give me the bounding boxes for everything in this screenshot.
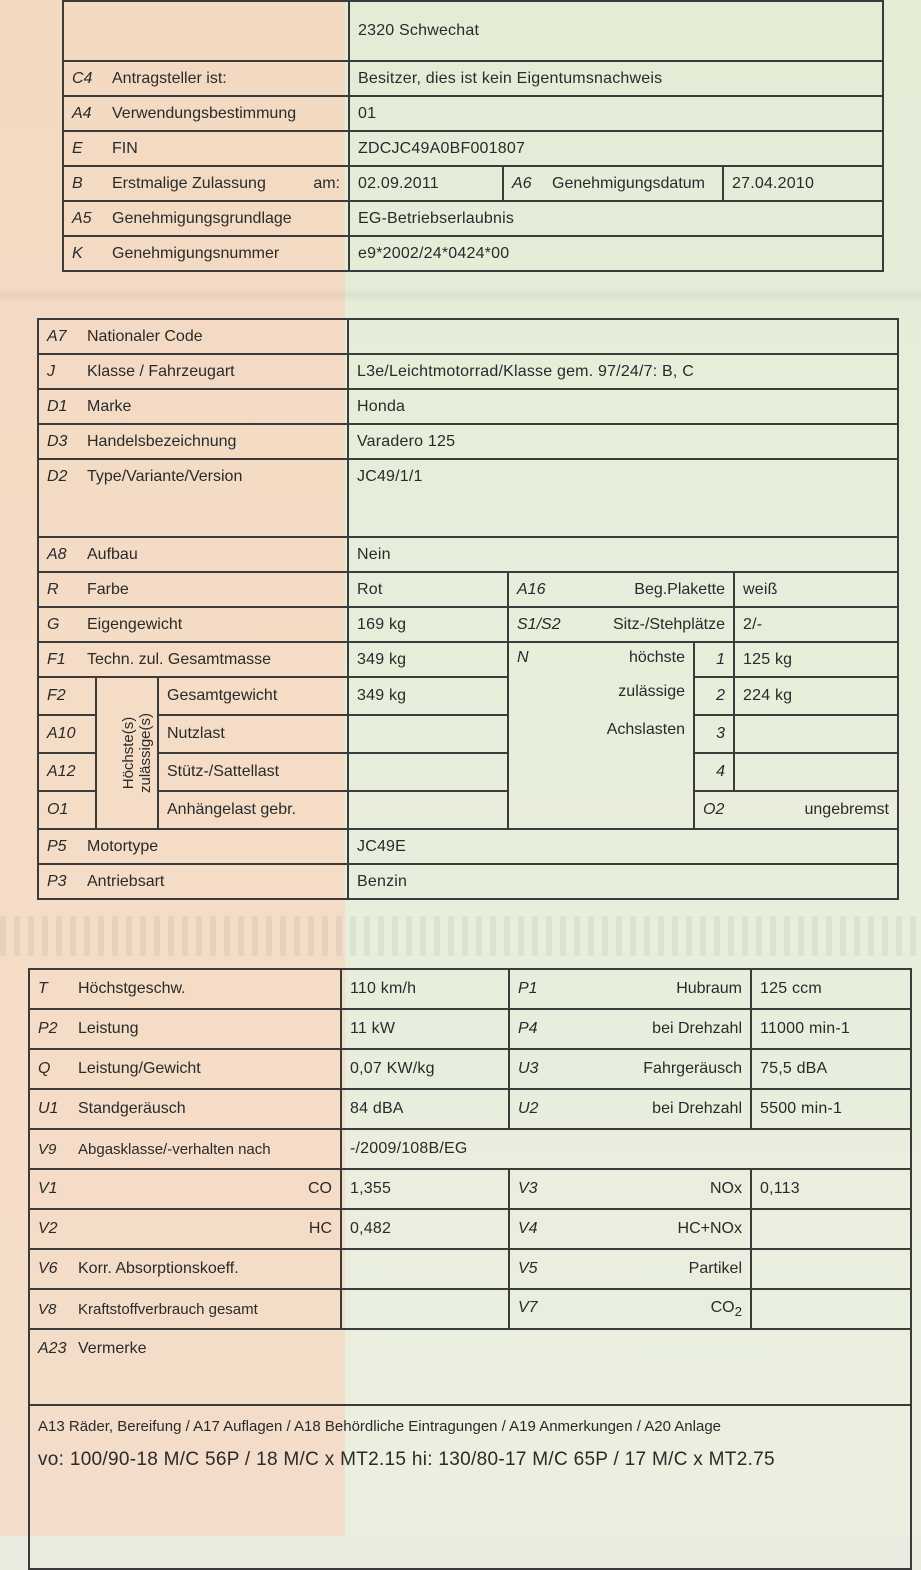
tech-row (29, 969, 911, 1009)
field-label: Anhängelast gebr. (158, 791, 348, 829)
field-label: FIN (112, 139, 138, 157)
field-value (751, 1209, 911, 1249)
approval-basis-value: EG-Betriebserlaubnis (349, 201, 883, 236)
approval-number-row (63, 236, 883, 271)
field-label: Fahrgeräusch (643, 1060, 742, 1077)
field-label: Sitz-/Stehplätze (612, 615, 725, 633)
axle-load-value (734, 753, 898, 791)
field-code: D1 (47, 397, 68, 415)
axle-loads-label (508, 642, 694, 829)
field-code: P1 (518, 980, 538, 997)
field-code: A4 (72, 104, 92, 122)
field-code: R (47, 580, 59, 598)
trailer-load-value (348, 791, 508, 829)
field-label: CO (308, 1180, 332, 1197)
axle-label-2: zulässige (618, 683, 685, 700)
fuel-value: Benzin (348, 864, 898, 899)
emission-row (29, 1289, 911, 1329)
field-code: P4 (518, 1020, 538, 1037)
field-code: A5 (72, 209, 92, 227)
paper-fold-perforation (0, 916, 921, 956)
field-label: Leistung (78, 1020, 139, 1037)
field-label: Antragsteller ist: (112, 69, 227, 87)
fuel-row (38, 864, 898, 899)
tech-row (29, 1049, 911, 1089)
field-code: S1/S2 (517, 615, 561, 633)
field-label: Klasse / Fahrzeugart (87, 362, 235, 380)
field-code: Q (38, 1060, 51, 1077)
gross-mass-value: 349 kg (348, 642, 508, 677)
field-value: 110 km/h (341, 969, 509, 1009)
field-label-suffix: am: (313, 174, 340, 192)
engine-type-value: JC49E (348, 829, 898, 864)
field-label: Kraftstoffverbrauch gesamt (78, 1300, 258, 1318)
gross-mass-row (38, 642, 898, 677)
curb-weight-row (38, 607, 898, 642)
field-code: F1 (47, 650, 66, 668)
applicant-value: Besitzer, dies ist kein Eigentumsnachweis (349, 61, 883, 96)
field-label: Gesamtgewicht (158, 677, 348, 715)
field-label: Standgeräusch (78, 1100, 186, 1117)
emission-row (29, 1169, 911, 1209)
axle-number: 2 (694, 677, 734, 715)
plate-value: weiß (734, 572, 898, 607)
engine-type-row (38, 829, 898, 864)
field-label: Hubraum (676, 980, 742, 997)
field-label: Marke (87, 397, 132, 415)
field-code: P3 (47, 872, 67, 890)
field-code: N (517, 649, 529, 666)
class-row (38, 354, 898, 389)
field-label: Antriebsart (87, 872, 165, 890)
trade-name-row (38, 424, 898, 459)
make-row (38, 389, 898, 424)
field-label: Genehmigungsdatum (552, 174, 705, 192)
field-label: Verwendungsbestimmung (112, 104, 297, 122)
field-label: Nationaler Code (87, 327, 203, 345)
field-label: HC+NOx (677, 1220, 742, 1237)
field-code: P5 (47, 837, 67, 855)
approval-basis-row (63, 201, 883, 236)
approval-number-value: e9*2002/24*0424*00 (349, 236, 883, 271)
emission-row (29, 1209, 911, 1249)
axle-load-value (734, 715, 898, 753)
field-label: Aufbau (87, 545, 138, 563)
field-label: Beg.Plakette (634, 580, 725, 598)
emission-class-value: -/2009/108B/EG (341, 1129, 911, 1169)
field-label: Type/Variante/Version (87, 468, 243, 485)
field-code: V5 (518, 1260, 538, 1277)
technical-section (28, 968, 910, 1570)
field-code: V6 (38, 1260, 58, 1277)
support-load-value (348, 753, 508, 791)
type-row (38, 459, 898, 537)
seats-value: 2/- (734, 607, 898, 642)
field-label: bei Drehzahl (652, 1100, 742, 1117)
field-code: A7 (47, 327, 67, 345)
field-code: U1 (38, 1100, 59, 1117)
registration-section (62, 0, 882, 272)
field-label: Eigengewicht (87, 615, 183, 633)
applicant-row (63, 61, 883, 96)
field-code: U3 (518, 1060, 539, 1077)
vehicle-section (37, 318, 897, 900)
first-registration-row (63, 166, 883, 201)
field-value: 0,07 KW/kg (341, 1049, 509, 1089)
total-weight-value: 349 kg (348, 677, 508, 715)
axle-number: 1 (694, 642, 734, 677)
usage-row (63, 96, 883, 131)
curb-weight-value: 169 kg (348, 607, 508, 642)
field-code: V3 (518, 1180, 538, 1197)
field-value: 11000 min-1 (751, 1009, 911, 1049)
field-code: F2 (47, 687, 66, 704)
remarks-row (29, 1329, 911, 1405)
axle-number: 3 (694, 715, 734, 753)
field-code: V9 (38, 1140, 57, 1158)
axle-label-3: Achslasten (606, 721, 685, 738)
field-label: Stütz-/Sattellast (158, 753, 348, 791)
trailer-load-row (38, 791, 898, 829)
paper-fold (0, 288, 921, 302)
field-label: Motortype (87, 837, 159, 855)
axle-load-value: 224 kg (734, 677, 898, 715)
total-weight-row (38, 677, 898, 715)
national-code-row (38, 319, 898, 354)
field-label: CO (710, 1298, 735, 1316)
field-code: A12 (47, 763, 76, 780)
field-label: bei Drehzahl (652, 1020, 742, 1037)
field-value: 0,113 (751, 1169, 911, 1209)
field-label: Korr. Absorptionskoeff. (78, 1260, 239, 1277)
field-code: B (72, 174, 83, 192)
first-registration-value: 02.09.2011 (349, 166, 503, 201)
field-value (751, 1249, 911, 1289)
field-label: Genehmigungsgrundlage (112, 209, 292, 227)
support-load-row (38, 753, 898, 791)
field-value: 11 kW (341, 1009, 509, 1049)
field-value (341, 1249, 509, 1289)
axle-number: 4 (694, 753, 734, 791)
field-label: Handelsbezeichnung (87, 432, 237, 450)
field-code: O2 (703, 801, 725, 818)
approval-date-value: 27.04.2010 (723, 166, 883, 201)
axle-label-1: höchste (628, 649, 685, 666)
color-value: Rot (348, 572, 508, 607)
payload-row (38, 715, 898, 753)
field-label: NOx (710, 1180, 742, 1197)
field-label: Partikel (688, 1260, 742, 1277)
field-label: Erstmalige Zulassung (112, 174, 266, 192)
make-value: Honda (348, 389, 898, 424)
body-row (38, 537, 898, 572)
body-value: Nein (348, 537, 898, 572)
field-label: Genehmigungsnummer (112, 244, 280, 262)
field-code: U2 (518, 1100, 539, 1117)
co2-label: $CO_2$ (710, 1298, 742, 1320)
field-code: V2 (38, 1220, 58, 1237)
field-value: 75,5 dBA (751, 1049, 911, 1089)
field-code: V4 (518, 1220, 538, 1237)
field-label: Nutzlast (158, 715, 348, 753)
field-code: V8 (38, 1300, 57, 1318)
field-value (751, 1289, 911, 1329)
max-permissible-vertical-label (96, 677, 158, 829)
field-code: A10 (47, 725, 76, 742)
field-label: Abgasklasse/-verhalten nach (78, 1140, 271, 1158)
field-code: V1 (38, 1180, 58, 1197)
field-code: J (47, 362, 55, 380)
vin-value: ZDCJC49A0BF001807 (349, 131, 883, 166)
field-value: 125 ccm (751, 969, 911, 1009)
tech-row (29, 1009, 911, 1049)
field-label: Leistung/Gewicht (78, 1060, 201, 1077)
tyres-value: vo: 100/90-18 M/C 56P / 18 M/C x MT2.15 hi: 130/80-17 M/C 65P / 17 M/C x MT2.75 (38, 1449, 775, 1470)
payload-value (348, 715, 508, 753)
field-label: Vermerke (78, 1340, 147, 1357)
field-code: D2 (47, 468, 68, 485)
tyres-label: A13 Räder, Bereifung / A17 Auflagen / A18 Behördliche Eintragungen / A19 Anmerkungen / A20 Anlage (38, 1418, 722, 1435)
field-code: A23 (38, 1340, 67, 1357)
field-value: 1,355 (341, 1169, 509, 1209)
emission-class-row (29, 1129, 911, 1169)
type-value: JC49/1/1 (348, 459, 898, 537)
field-label: Techn. zul. Gesamtmasse (87, 650, 272, 668)
field-value: 5500 min-1 (751, 1089, 911, 1129)
field-code: A8 (47, 545, 67, 563)
field-value: 0,482 (341, 1209, 509, 1249)
field-label: HC (308, 1220, 332, 1237)
trade-name-value: Varadero 125 (348, 424, 898, 459)
field-code: K (72, 244, 83, 262)
address-row (63, 1, 883, 61)
field-label: Farbe (87, 580, 129, 598)
national-code-value (348, 319, 898, 354)
class-value: L3e/Leichtmotorrad/Klasse gem. 97/24/7: B, C (348, 354, 898, 389)
field-code: V7 (518, 1298, 538, 1316)
tech-row (29, 1089, 911, 1129)
tyres-row (29, 1405, 911, 1569)
field-code: D3 (47, 432, 68, 450)
field-value (341, 1289, 509, 1329)
field-code: C4 (72, 69, 93, 87)
field-label: Höchstgeschw. (78, 980, 186, 997)
field-code: O1 (47, 801, 69, 818)
usage-value: 01 (349, 96, 883, 131)
color-row (38, 572, 898, 607)
field-code: T (38, 980, 48, 997)
emission-row (29, 1249, 911, 1289)
field-label: ungebremst (804, 801, 889, 818)
address-value: 2320 Schwechat (349, 1, 883, 61)
field-code: P2 (38, 1020, 58, 1037)
field-code: E (72, 139, 83, 157)
vertical-label: Höchste(s) zulässige(s) (120, 712, 155, 793)
field-code: A16 (517, 580, 546, 598)
vin-row (63, 131, 883, 166)
field-value: 84 dBA (341, 1089, 509, 1129)
field-code: A6 (512, 174, 532, 192)
axle-load-value: 125 kg (734, 642, 898, 677)
field-code: G (47, 615, 60, 633)
